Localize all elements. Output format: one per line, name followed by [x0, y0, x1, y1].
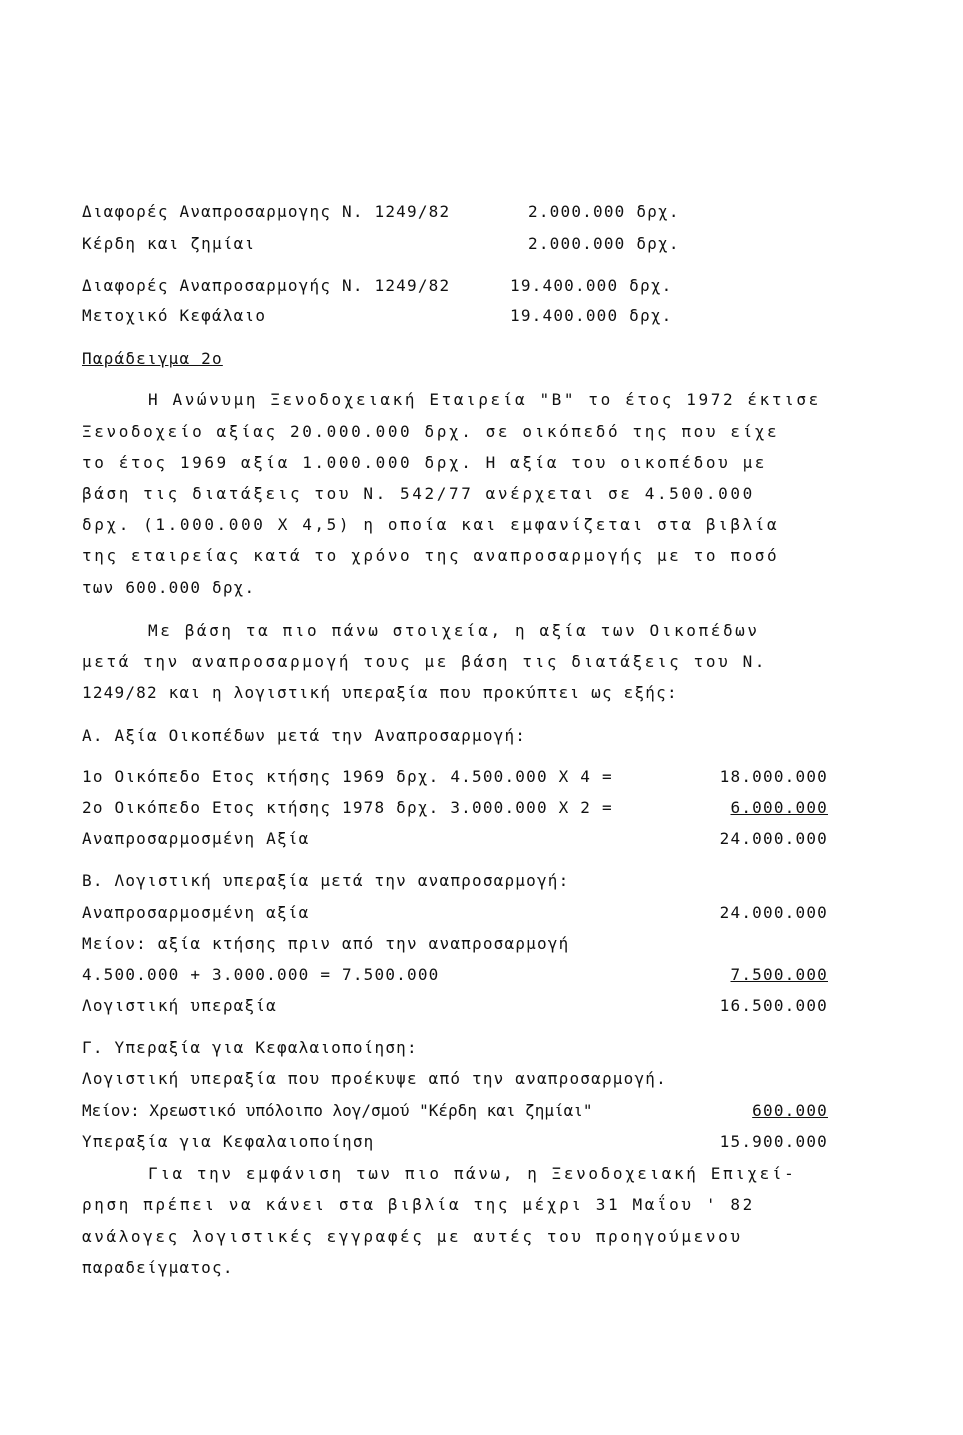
paragraph-line: Η Ανώνυμη Ξενοδοχειακή Εταιρεία "Β" το έτος 1972 έκτισε — [148, 390, 821, 409]
paragraph-line: Με βάση τα πιο πάνω στοιχεία, η αξία των Οικοπέδων — [148, 621, 760, 640]
entry-label: Διαφορές Αναπροσαρμογης Ν. 1249/82 — [82, 202, 451, 221]
paragraph-line: ρηση πρέπει να κάνει στα βιβλία της μέχρι 31 Μαΐου ' 82 — [82, 1195, 755, 1214]
entry-label: Διαφορές Αναπροσαρμογής Ν. 1249/82 — [82, 276, 451, 295]
example-heading: Παράδειγμα 2ο — [82, 349, 223, 368]
calc-label: 1ο Οικόπεδο Ετος κτήσης 1969 δρχ. 4.500.000 Χ 4 = — [82, 767, 613, 786]
calc-value: 24.000.000 — [719, 829, 828, 848]
calc-label: Μείον: Χρεωστικό υπόλοιπο λογ/σμού "Κέρδη και ζημίαι" — [82, 1101, 593, 1120]
calc-value: 18.000.000 — [719, 767, 828, 786]
paragraph-line: των 600.000 δρχ. — [82, 578, 256, 597]
entry-value: 19.400.000 δρχ. — [510, 276, 673, 295]
calc-label: Μείον: αξία κτήσης πριν από την αναπροσαρμογή — [82, 934, 570, 953]
paragraph-line: παραδείγματος. — [82, 1258, 234, 1277]
entry-value: 19.400.000 δρχ. — [510, 306, 673, 325]
calc-label: Υπεραξία για Κεφαλαιοποίηση — [82, 1132, 375, 1151]
calc-label: 2ο Οικόπεδο Ετος κτήσης 1978 δρχ. 3.000.000 Χ 2 = — [82, 798, 613, 817]
paragraph-line: Για την εμφάνιση των πιο πάνω, η Ξενοδοχειακή Επιχεί- — [148, 1164, 797, 1183]
calc-label: Αναπροσαρμοσμένη Αξία — [82, 829, 310, 848]
calc-value: 6.000.000 — [730, 798, 828, 817]
paragraph-line: το έτος 1969 αξία 1.000.000 δρχ. Η αξία του οικοπέδου με — [82, 453, 768, 472]
paragraph-line: 1249/82 και η λογιστική υπεραξία που προκύπτει ως εξής: — [82, 683, 678, 702]
calc-value: 7.500.000 — [730, 965, 828, 984]
entry-label: Μετοχικό Κεφάλαιο — [82, 306, 267, 325]
calc-value: 15.900.000 — [719, 1132, 828, 1151]
paragraph-line: ανάλογες λογιστικές εγγραφές με αυτές του προηγούμενου — [82, 1227, 743, 1246]
section-c-title: Γ. Υπεραξία για Κεφαλαιοποίηση: — [82, 1038, 418, 1057]
paragraph-line: Ξενοδοχείο αξίας 20.000.000 δρχ. σε οικόπεδό της που είχε — [82, 422, 780, 441]
calc-label: Λογιστική υπεραξία — [82, 996, 277, 1015]
entry-value: 2.000.000 δρχ. — [528, 234, 680, 253]
paragraph-line: βάση τις διατάξεις του Ν. 542/77 ανέρχεται σε 4.500.000 — [82, 484, 755, 503]
calc-value: 24.000.000 — [719, 903, 828, 922]
paragraph-line: της εταιρείας κατά το χρόνο της αναπροσαρμογής με το ποσό — [82, 546, 780, 565]
calc-label: Λογιστική υπεραξία που προέκυψε από την αναπροσαρμογή. — [82, 1069, 667, 1088]
entry-value: 2.000.000 δρχ. — [528, 202, 680, 221]
calc-label: 4.500.000 + 3.000.000 = 7.500.000 — [82, 965, 440, 984]
entry-label: Κέρδη και ζημίαι — [82, 234, 256, 253]
calc-value: 16.500.000 — [719, 996, 828, 1015]
paragraph-line: δρχ. (1.000.000 Χ 4,5) η οποία και εμφανίζεται στα βιβλία — [82, 515, 780, 534]
calc-value: 600.000 — [752, 1101, 828, 1120]
calc-label: Αναπροσαρμοσμένη αξία — [82, 903, 310, 922]
section-b-title: Β. Λογιστική υπεραξία μετά την αναπροσαρμογή: — [82, 871, 570, 890]
paragraph-line: μετά την αναπροσαρμογή τους με βάση τις διατάξεις του Ν. — [82, 652, 768, 671]
section-a-title: Α. Αξία Οικοπέδων μετά την Αναπροσαρμογή: — [82, 726, 527, 745]
